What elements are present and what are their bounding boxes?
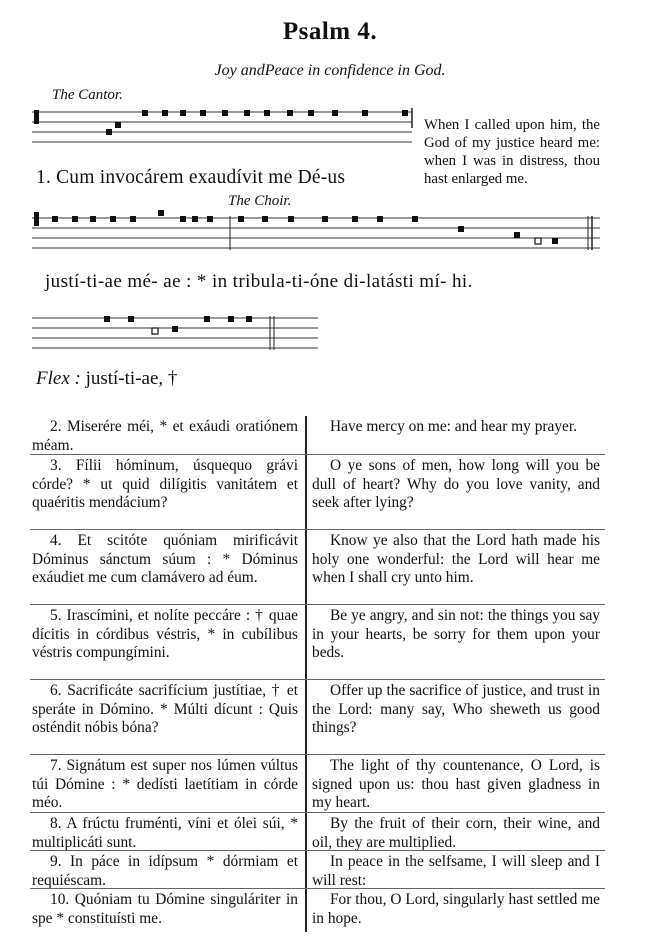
row-separator — [30, 812, 605, 813]
row-separator — [30, 754, 605, 755]
verse-4-latin: 4. Et scitóte quóniam mirificávit Dóminus sánctum súum : * Dóminus exáudiet me cum clamávero ad éum. — [32, 532, 298, 586]
verse-3-latin: 3. Fílii hóminum, úsquequo grávi córde? * ut quid dilígitis vanitátem et quaéritis mendácium? — [32, 457, 298, 511]
choir-staff — [32, 208, 602, 260]
row-separator — [30, 679, 605, 680]
verse-4-english: Know ye also that the Lord hath made his holy one wonderful: the Lord will hear me when I shall cry unto him. — [312, 532, 600, 586]
verse1-latin-line1: 1. Cum invocárem exaudívit me Dé-us — [36, 167, 346, 188]
flex-text: justí-ti-ae, † — [80, 368, 178, 389]
verse-9-latin: 9. In páce in idípsum * dórmiam et requiéscam. — [32, 853, 298, 889]
verse-5-latin: 5. Irascímini, et nolíte peccáre : † quae dícitis in córdibus véstris, * in cubílibus véstris compungímini. — [32, 607, 298, 661]
row-separator — [30, 454, 605, 455]
verse-3-english: O ye sons of men, how long will you be dull of heart? Why do you love vanity, and seek after lying? — [312, 457, 600, 511]
verse-8-latin: 8. A frúctu fruménti, víni et ólei súi, * multiplicáti sunt. — [32, 815, 298, 851]
row-separator — [30, 529, 605, 530]
flex-label: Flex : — [36, 368, 81, 389]
verse1-english: When I called upon him, the God of my justice heard me: when I was in distress, thou hast enlarged me. — [424, 117, 600, 187]
verse-6-english: Offer up the sacrifice of justice, and trust in the Lord: many say, Who sheweth us good things? — [312, 682, 600, 736]
column-divider — [305, 416, 307, 932]
page-subtitle: Joy andPeace in confidence in God. — [214, 62, 446, 79]
row-separator — [30, 888, 605, 889]
page-title: Psalm 4. — [282, 18, 378, 45]
cantor-label: The Cantor. — [52, 87, 123, 103]
flex-line — [36, 368, 177, 390]
flex-staff — [32, 308, 322, 360]
verse-2-english: Have mercy on me: and hear my prayer. — [330, 418, 578, 435]
verse-2-latin: 2. Miserére méi, * et exáudi oratiónem méam. — [32, 418, 298, 454]
verse-9-english: In peace in the selfsame, I will sleep and I will rest: — [312, 853, 600, 889]
verse-7-english: The light of thy countenance, O Lord, is signed upon us: thou hast given gladness in my heart. — [312, 757, 600, 811]
verse-8-english: By the fruit of their corn, their wine, and oil, they are multiplied. — [312, 815, 600, 851]
row-separator — [30, 604, 605, 605]
verse1-latin-line2: justí-ti-ae mé- ae : * in tribula-ti-óne di-latásti mí- hi. — [45, 271, 473, 292]
cantor-staff — [32, 104, 417, 154]
choir-label: The Choir. — [228, 193, 292, 209]
verse-5-english: Be ye angry, and sin not: the things you say in your hearts, be sorry for them upon your beds. — [312, 607, 600, 661]
row-separator — [30, 850, 605, 851]
verse-10-english: For thou, O Lord, singularly hast settled me in hope. — [312, 891, 600, 927]
verse-7-latin: 7. Signátum est super nos lúmen vúltus túi Dómine : * dedísti laetítiam in córde méo. — [32, 757, 298, 811]
verse-6-latin: 6. Sacrificáte sacrifícium justítiae, † et speráte in Dómino. * Múlti dícunt : Quis osténdit nóbis bóna? — [32, 682, 298, 736]
verse-10-latin: 10. Quóniam tu Dómine singuláriter in spe * constituísti me. — [32, 891, 298, 927]
